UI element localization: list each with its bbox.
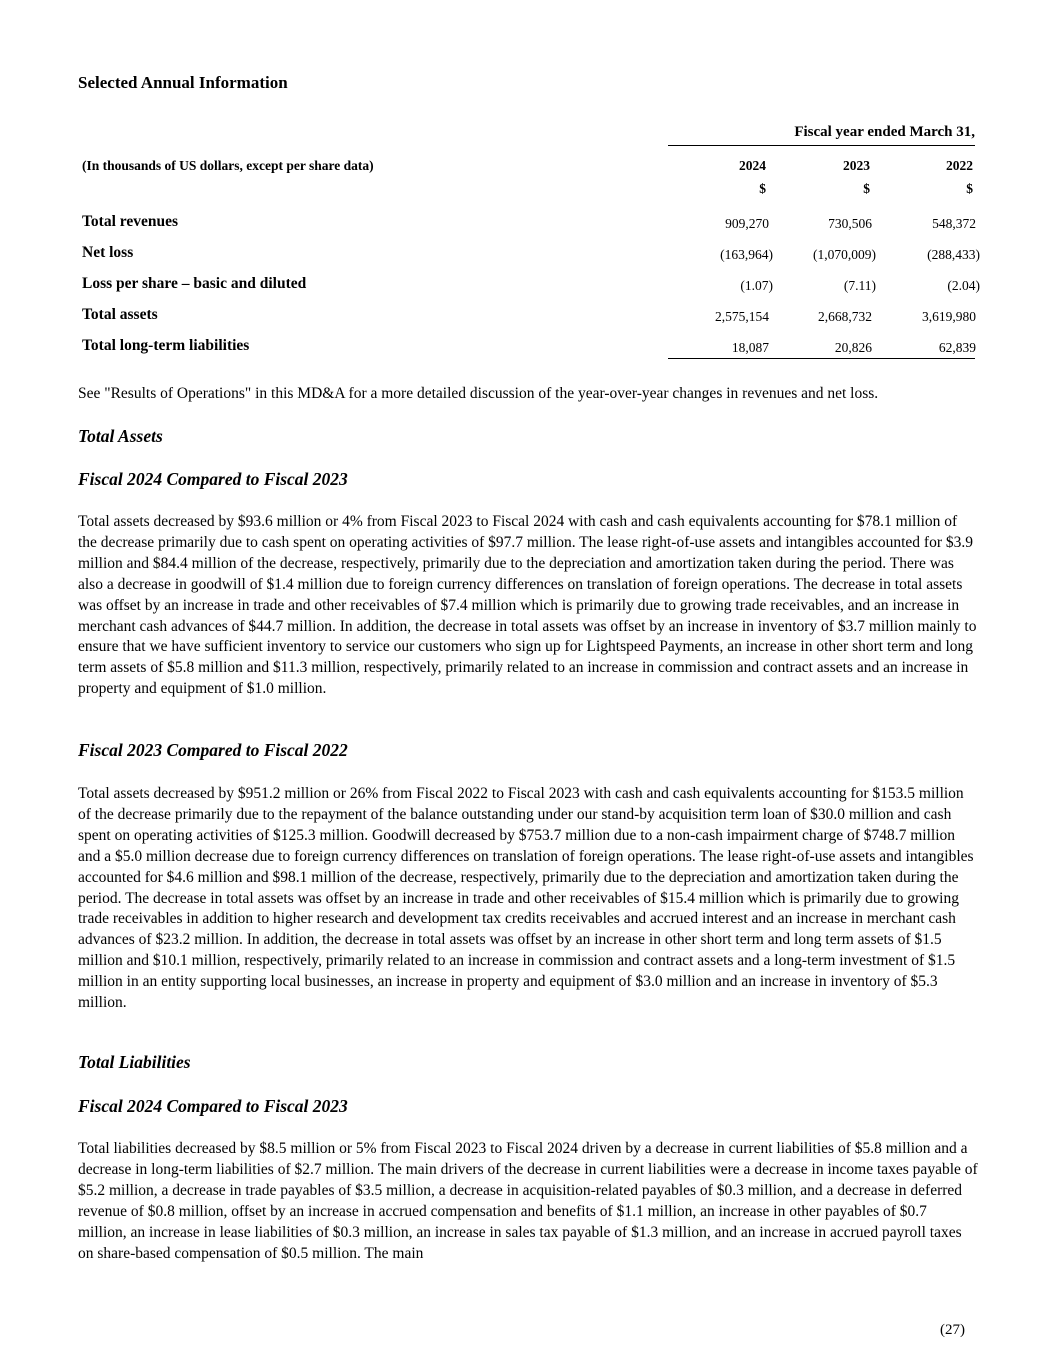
currency-2023: $ xyxy=(863,181,870,196)
selected-annual-info-table xyxy=(78,120,978,365)
assets-sub2-block xyxy=(78,740,978,761)
year-2023: 2023 xyxy=(843,158,870,173)
assets-paragraph-2023: Total assets decreased by $951.2 million or 26% from Fiscal 2022 to Fiscal 2023 with cash and cash equivalents accounting for $153.5 million of the decrease primarily due to the repayment of the balance outstanding under our stand-by acquisition term loan of $30.0 million and cash spent on operating activities of $125.3 million. Goodwill decreased by $753.7 million due to a non-cash impairment charge of $748.7 million and a $5.0 million decrease due to foreign currency differences on translation of foreign operations. The lease right-of-use assets and intangibles accounted for $4.6 million and $98.1 million of the decrease, respectively, primarily due to the depreciation and amortization taken during the period. The decrease in total assets was offset by an increase in trade and other receivables of $15.4 million which is primarily due to growing trade receivables in addition to higher research and development tax credits receivables and accrued interest and an increase in merchant cash advances of $23.2 million. In addition, the decrease in total assets was offset by an increase in other short term and long term assets of $1.5 million and $10.1 million, respectively, primarily related to an increase in commission and contract assets and a long-term investment of $1.5 million in an entity supporting local businesses, an increase in property and equipment of $3.0 million and an increase in inventory of $5.3 million. xyxy=(78,785,974,1012)
currency-2024: $ xyxy=(759,181,766,196)
assets-sub1-block xyxy=(78,469,978,490)
see-note-block xyxy=(78,384,978,405)
liabilities-fiscal-2024-subheading: Fiscal 2024 Compared to Fiscal 2023 xyxy=(78,1096,348,1116)
total-assets-heading-block xyxy=(78,426,978,447)
row-label-total-long-term-liabilities: Total long-term liabilities xyxy=(82,337,250,354)
liabilities-para1-block xyxy=(78,1139,978,1264)
cell-loss-per-share-2024: (1.07) xyxy=(740,278,773,293)
table-bottom-rule xyxy=(668,358,975,359)
cell-total-long-term-liabilities-2022: 62,839 xyxy=(938,340,976,355)
header-rule xyxy=(668,145,975,146)
assets-fiscal-2023-subheading: Fiscal 2023 Compared to Fiscal 2022 xyxy=(78,740,348,760)
currency-2022: $ xyxy=(966,181,973,196)
cell-loss-per-share-2022: (2.04) xyxy=(947,278,980,293)
cell-total-long-term-liabilities-2023: 20,826 xyxy=(834,340,872,355)
liabilities-sub1-block xyxy=(78,1096,978,1117)
fiscal-year-header: Fiscal year ended March 31, xyxy=(794,124,975,140)
page-number: (27) xyxy=(940,1322,965,1338)
cell-total-assets-2023: 2,668,732 xyxy=(818,309,872,324)
assets-para1-block xyxy=(78,512,978,700)
cell-total-assets-2022: 3,619,980 xyxy=(922,309,976,324)
total-liabilities-heading: Total Liabilities xyxy=(78,1052,191,1072)
row-label-total-revenues: Total revenues xyxy=(82,213,179,230)
cell-total-revenues-2023: 730,506 xyxy=(828,216,872,231)
see-note: See "Results of Operations" in this MD&A for a more detailed discussion of the year-over-year changes in revenues and net loss. xyxy=(78,385,879,402)
cell-net-loss-2022: (288,433) xyxy=(927,247,980,262)
cell-total-assets-2024: 2,575,154 xyxy=(715,309,769,324)
cell-total-long-term-liabilities-2024: 18,087 xyxy=(731,340,769,355)
year-2022: 2022 xyxy=(946,158,973,173)
cell-total-revenues-2024: 909,270 xyxy=(725,216,769,231)
total-liabilities-heading-block xyxy=(78,1052,978,1073)
assets-fiscal-2024-subheading: Fiscal 2024 Compared to Fiscal 2023 xyxy=(78,469,348,489)
liabilities-paragraph-2024: Total liabilities decreased by $8.5 million or 5% from Fiscal 2023 to Fiscal 2024 driven by a decrease in current liabilities of $5.8 million and a decrease in long-term liabilities of $2.7 million. The main drivers of the decrease in current liabilities were a decrease in income taxes payable of $5.2 million, a decrease in trade payables of $3.5 million, a decrease in acquisition-related payables of $0.3 million, and a decrease in deferred revenue of $0.8 million, offset by an increase in accrued compensation and benefits of $1.1 million, an increase in other payables of $0.7 million, an increase in lease liabilities of $0.3 million, an increase in sales tax payable of $1.3 million, and an increase in accrued payroll taxes on share-based compensation of $0.5 million. The main xyxy=(78,1140,978,1262)
cell-loss-per-share-2023: (7.11) xyxy=(843,278,876,293)
row-label-total-assets: Total assets xyxy=(82,306,158,323)
units-label: (In thousands of US dollars, except per share data) xyxy=(82,158,374,173)
row-label-net-loss: Net loss xyxy=(82,244,134,261)
cell-net-loss-2024: (163,964) xyxy=(720,247,773,262)
assets-para2-block xyxy=(78,784,978,1014)
year-2024: 2024 xyxy=(739,158,766,173)
cell-total-revenues-2022: 548,372 xyxy=(932,216,976,231)
section-title: Selected Annual Information xyxy=(78,73,288,92)
total-assets-heading: Total Assets xyxy=(78,426,163,446)
row-label-loss-per-share: Loss per share – basic and diluted xyxy=(82,275,307,292)
cell-net-loss-2023: (1,070,009) xyxy=(813,247,876,262)
assets-paragraph-2024: Total assets decreased by $93.6 million or 4% from Fiscal 2023 to Fiscal 2024 with cash and cash equivalents accounting for $78.1 million of the decrease primarily due to cash spent on operating activities of $97.7 million. The lease right-of-use assets and intangibles accounted for $3.9 million and $84.4 million of the decrease, respectively, primarily due to the depreciation and amortization taken during the period. There was also a decrease in goodwill of $1.4 million due to foreign currency differences on translation of foreign operations. The decrease in total assets was offset by an increase in trade and other receivables of $7.4 million which is primarily due to growing trade receivables, and an increase in merchant cash advances of $44.7 million. In addition, the decrease in total assets was offset by an increase in inventory of $3.7 million mainly to ensure that we have sufficient inventory to service our customers who sign up for Lightspeed Payments, an increase in other short term and long term assets of $5.8 million and $11.3 million, respectively, primarily related to an increase in commission and contract assets and an increase in property and equipment of $1.0 million. xyxy=(78,513,977,698)
